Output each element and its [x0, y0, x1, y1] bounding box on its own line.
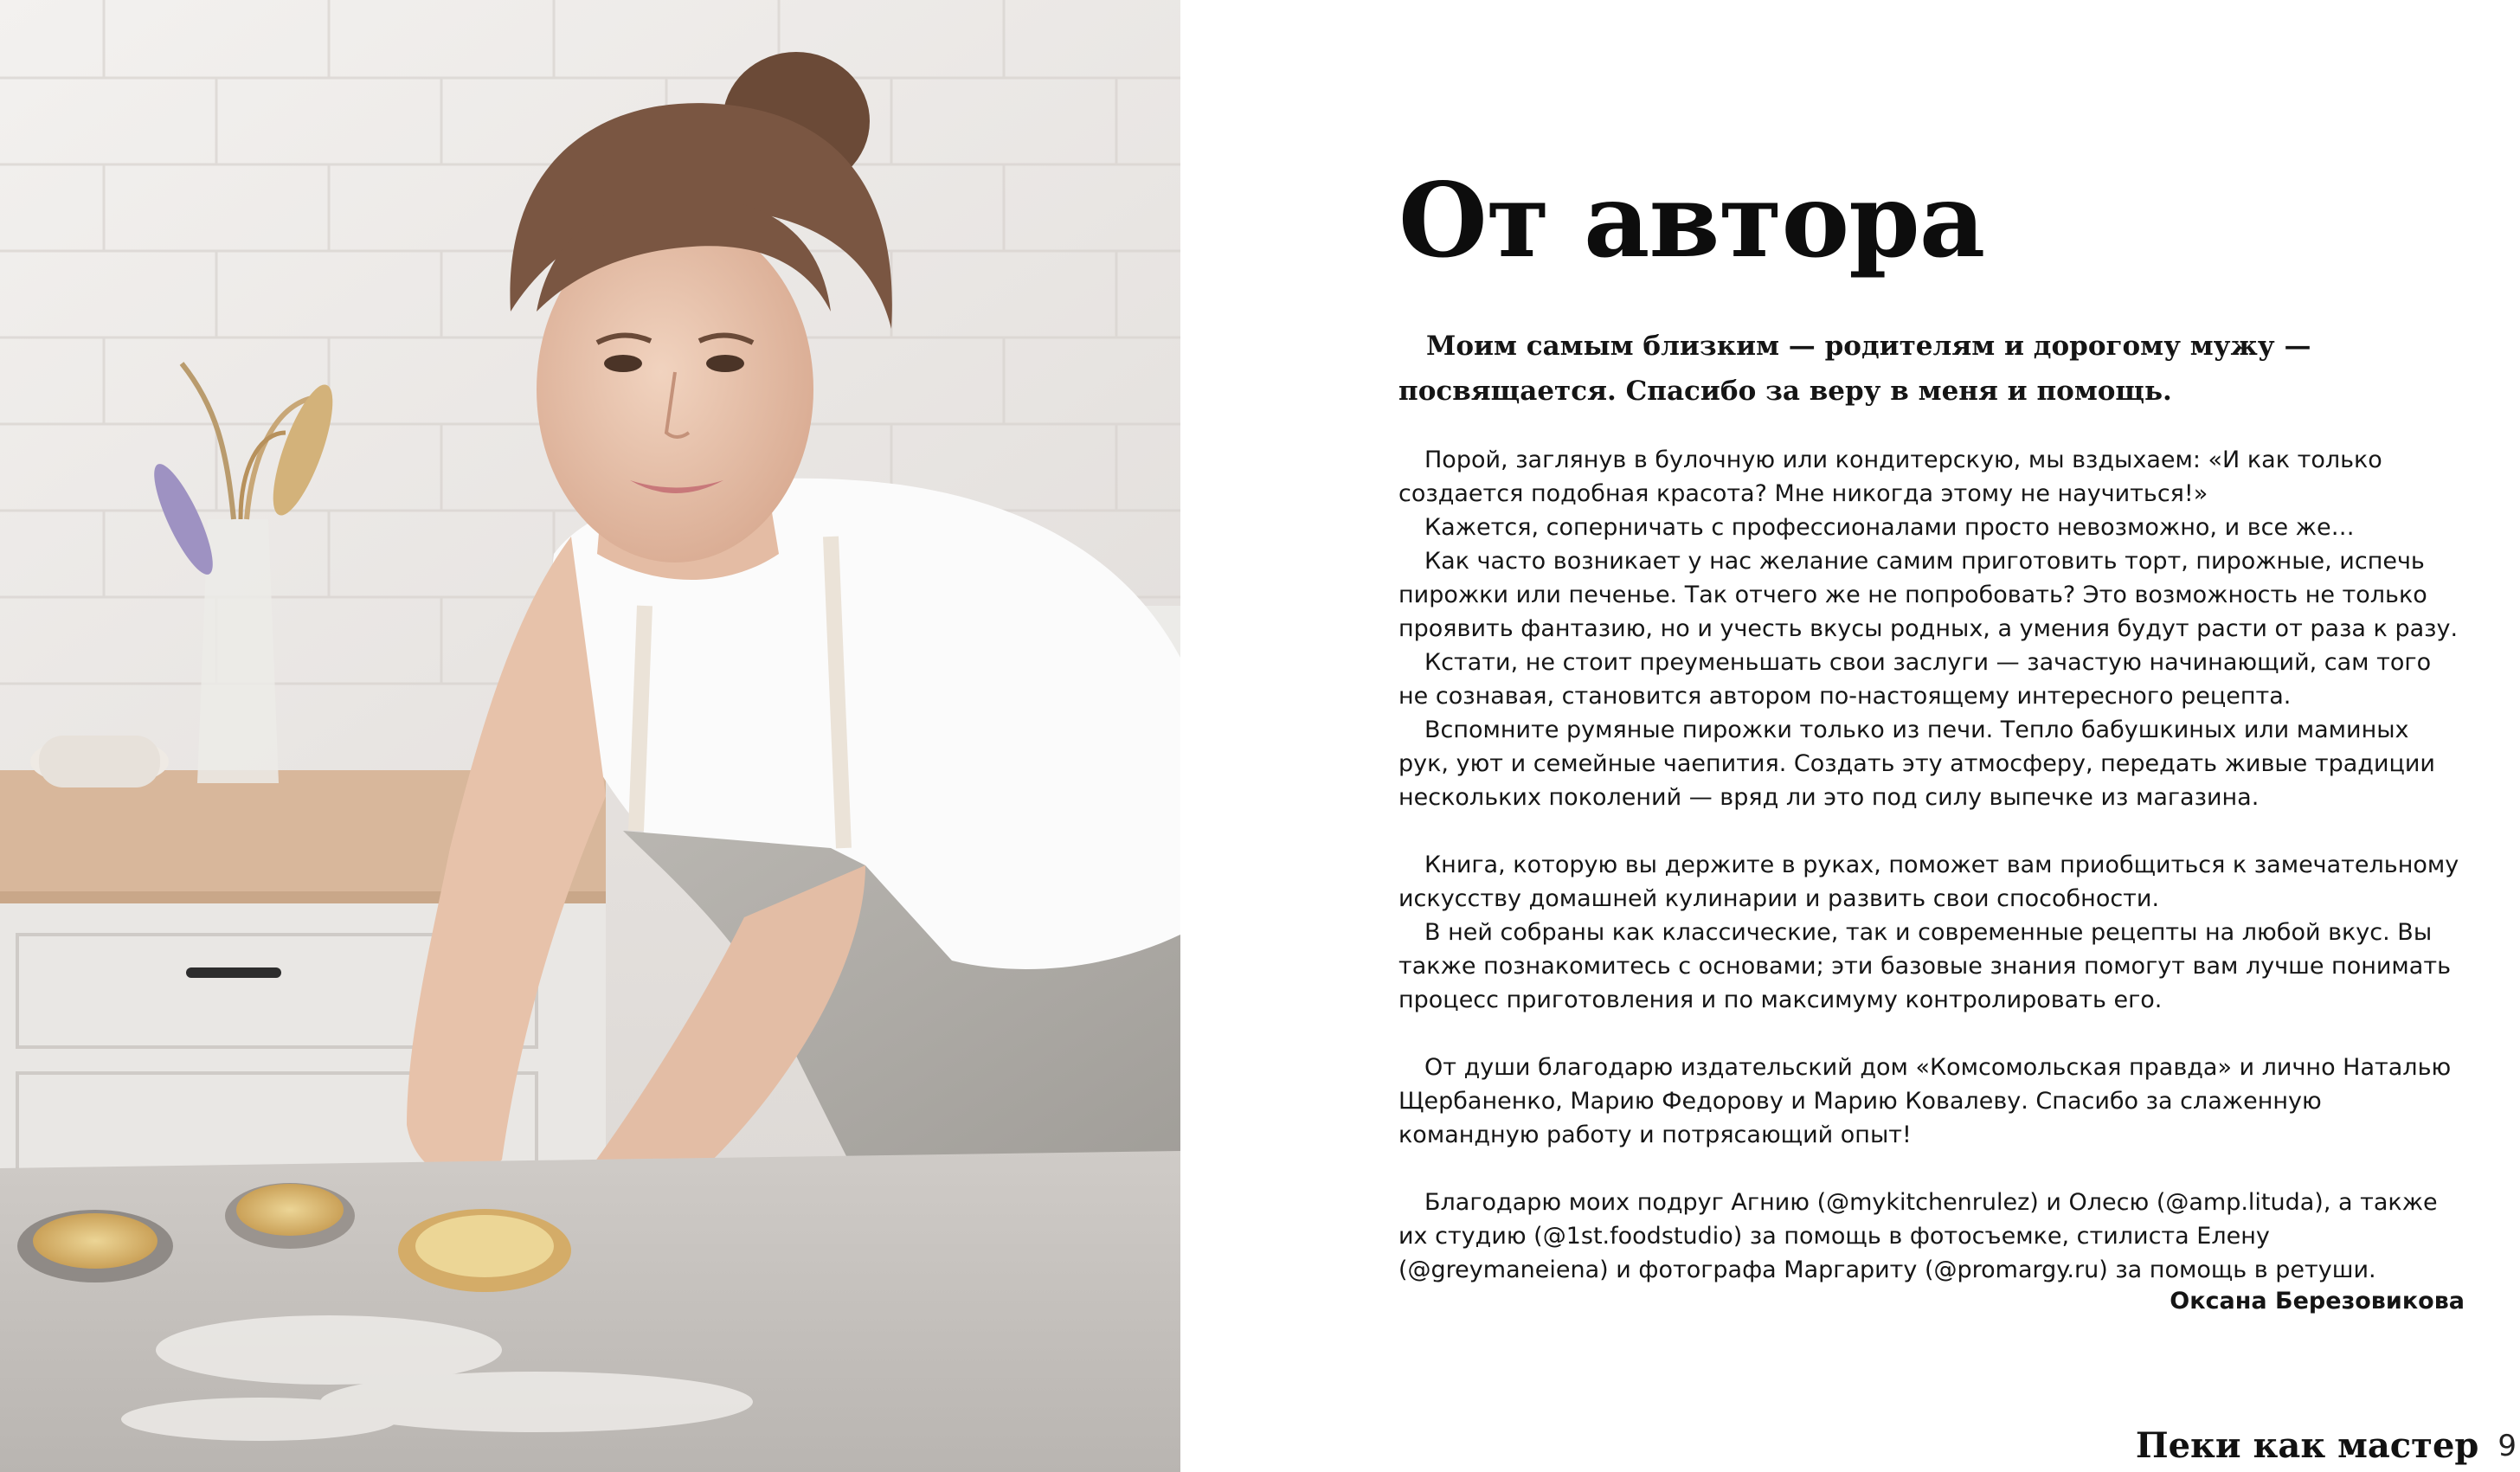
paragraph: Книга, которую вы держите в руках, поможет вам приобщиться к замечательному искусству домашней кулинарии и развить свои способности. — [1398, 852, 2459, 912]
paragraph: Кажется, соперничать с профессионалами просто невозможно, и все же… — [1424, 514, 2355, 541]
article-body — [1398, 443, 2465, 1287]
apron-strap — [636, 606, 645, 831]
page-number: 9 — [2498, 1429, 2517, 1463]
paragraph: От души благодарю издательский дом «Комсомольская правда» и лично Наталью Щербаненко, Марию Федорову и Марию Ковалеву. Спасибо за слаженную командную работу и потрясающий опыт! — [1398, 1054, 2452, 1148]
tart-in-hands — [398, 1209, 571, 1292]
paragraph: В ней собраны как классические, так и современные рецепты на любой вкус. Вы также познакомитесь с основами; эти базовые знания помогут вам лучше понимать процесс приготовления и по максимуму контролировать его. — [1398, 919, 2451, 1013]
author-photo — [0, 0, 1180, 1472]
author-signature: Оксана Березовикова — [2170, 1288, 2465, 1315]
cabinet-handle — [186, 967, 281, 978]
paragraph: Благодарю моих подруг Агнию (@mykitchenrulez) и Олесю (@amp.lituda), а также их студию (@1st.foodstudio) за помощь в фотосъемке, стилиста Елену (@greymaneiena) и фотографа Маргариту (@promargy.ru) за помощь в ретуши. — [1398, 1189, 2438, 1283]
book-title: Пеки как мастер — [2135, 1425, 2479, 1466]
left-eye — [604, 355, 642, 372]
dedication: Моим самым близким — родителям и дорогому мужу — посвящается. Спасибо за веру в меня и помощь. — [1398, 331, 2311, 407]
tart-tin-2 — [225, 1183, 355, 1249]
paragraph: Кстати, не стоит преуменьшать свои заслуги — зачастую начинающий, сам того не сознавая, становится автором по-настоящему интересного рецепта. — [1398, 649, 2432, 710]
paragraph: Порой, заглянув в булочную или кондитерскую, мы вздыхаем: «И как только создается подобная красота? Мне никогда этому не научиться!» — [1398, 447, 2382, 507]
page-title: От автора — [1398, 160, 1985, 280]
tart-tin-1 — [17, 1210, 173, 1282]
paragraph: Вспомните румяные пирожки только из печи. Тепло бабушкиных или маминых рук, уют и семейные чаепития. Создать эту атмосферу, передать живые традиции нескольких поколений — вряд ли это под силу выпечке из магазина. — [1398, 717, 2435, 811]
paragraph: Как часто возникает у нас желание самим приготовить торт, пирожные, испечь пирожки или печенье. Так отчего же не попробовать? Это возможность не только проявить фантазию, но и учесть вкусы родных, а умения будут расти от раза к разу. — [1398, 548, 2459, 642]
author-photo-illustration — [0, 0, 1180, 1472]
page-footer — [2135, 1415, 2520, 1472]
right-eye — [706, 355, 744, 372]
